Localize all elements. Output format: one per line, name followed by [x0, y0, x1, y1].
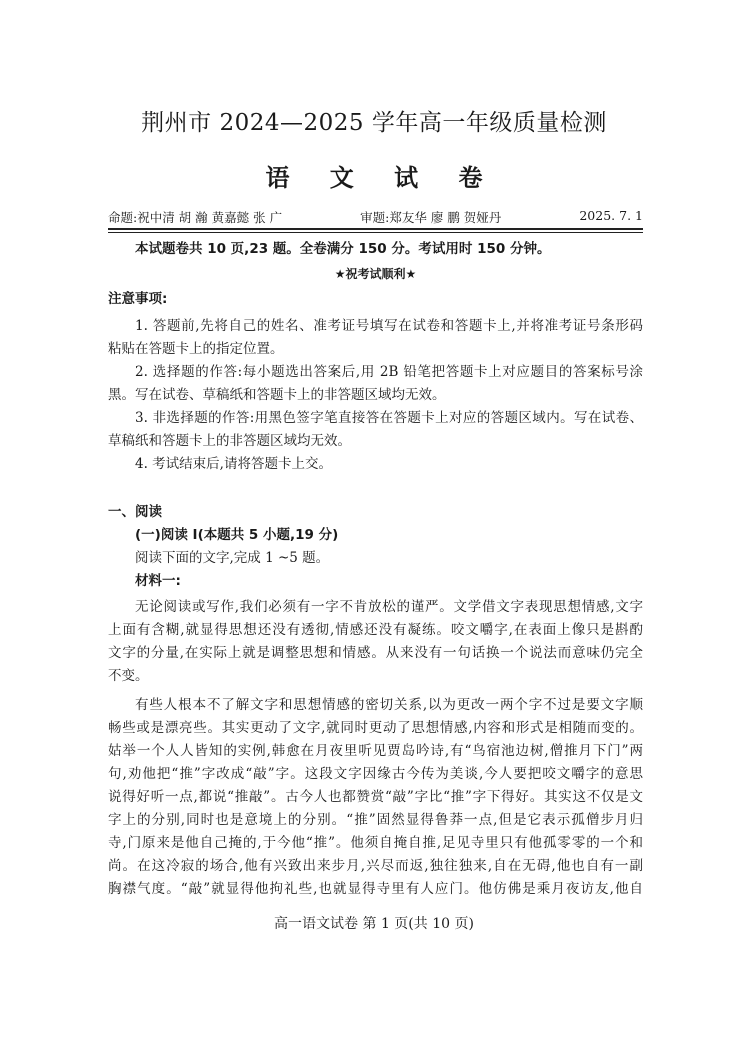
notice-line: 4. 考试结束后,请将答题卡上交。	[135, 456, 332, 472]
notice-line: 1. 答题前,先将自己的姓名、准考证号填写在试卷和答题卡上,并将准考证号条形码	[135, 318, 643, 334]
proposers: 命题:祝中清 胡 瀚 黄嘉懿 张 广	[108, 210, 283, 225]
notice-line: 草稿纸和答题卡上的非答题区域均无效。	[108, 433, 351, 449]
passage-line: 姑举一个人人皆知的实例,韩愈在月夜里听见贾岛吟诗,有“鸟宿池边树,僧推月下门”两	[108, 743, 643, 759]
exam-date: 2025. 7. 1	[579, 208, 643, 223]
subject-title: 语 文 试 卷	[265, 164, 499, 192]
credits-line	[108, 208, 643, 226]
notice-line: 2. 选择题的作答:每小题选出答案后,用 2B 铅笔把答题卡上对应题目的答案标号涂	[135, 364, 643, 380]
passage-line: 字上的分别,同时也是意境上的分别。“推”固然显得鲁莽一点,但是它表示孤僧步月归	[108, 812, 643, 828]
page-footer: 高一语文试卷 第 1 页(共 10 页)	[274, 916, 474, 932]
exam-title: 荆州市 2024—2025 学年高一年级质量检测	[141, 110, 607, 136]
passage-line: 无论阅读或写作,我们必须有一字不肯放松的谨严。文学借文字表现思想情感,文字	[135, 599, 643, 615]
material-label: 材料一:	[135, 573, 181, 589]
reading-instruction: 阅读下面的文字,完成 1 ~5 题。	[135, 550, 330, 566]
section-subheading: (一)阅读 I(本题共 5 小题,19 分)	[135, 527, 339, 543]
passage-line: 寺,门原来是他自己掩的,于今他“推”。他须自掩自推,足见寺里只有他孤零零的一个和	[108, 835, 643, 851]
exam-info: 本试题卷共 10 页,23 题。全卷满分 150 分。考试用时 150 分钟。	[135, 241, 551, 257]
notice-line: 黑。写在试卷、草稿纸和答题卡上的非答题区域均无效。	[108, 387, 446, 403]
good-luck-banner: ★祝考试顺利★	[334, 267, 417, 281]
section-heading: 一、阅读	[108, 504, 162, 520]
passage-line: 不变。	[108, 668, 149, 684]
reviewers: 审题:郑友华 廖 鹏 贺娅丹	[360, 210, 502, 225]
passage-line: 胸襟气度。“敲”就显得他拘礼些,也就显得寺里有人应门。他仿佛是乘月夜访友,他自	[108, 881, 643, 897]
passage-line: 上面有含糊,就显得思想还没有透彻,情感还没有凝练。咬文嚼字,在表面上像只是斟酌	[108, 622, 643, 638]
notice-line: 3. 非选择题的作答:用黑色签字笔直接答在答题卡上对应的答题区域内。写在试卷、	[135, 410, 643, 426]
notice-heading: 注意事项:	[108, 291, 168, 307]
notice-line: 粘贴在答题卡上的指定位置。	[108, 341, 284, 357]
header-rule-thin	[108, 232, 643, 233]
header-rule	[108, 228, 643, 230]
passage-line: 尚。在这冷寂的场合,他有兴致出来步月,兴尽而返,独往独来,自在无碍,他也自有一副	[108, 858, 643, 874]
passage-line: 有些人根本不了解文字和思想情感的密切关系,以为更改一两个字不过是要文字顺	[135, 697, 643, 713]
passage-line: 畅些或是漂亮些。其实更动了文字,就同时更动了思想情感,内容和形式是相随而变的。	[108, 720, 643, 736]
passage-line: 文字的分量,在实际上就是调整思想和情感。从来没有一句话换一个说法而意味仍完全	[108, 645, 643, 661]
passage-line: 句,劝他把“推”字改成“敲”字。这段文字因缘古今传为美谈,今人要把咬文嚼字的意思	[108, 766, 643, 782]
passage-line: 说得好听一点,都说“推敲”。古今人也都赞赏“敲”字比“推”字下得好。其实这不仅是文	[108, 789, 643, 805]
